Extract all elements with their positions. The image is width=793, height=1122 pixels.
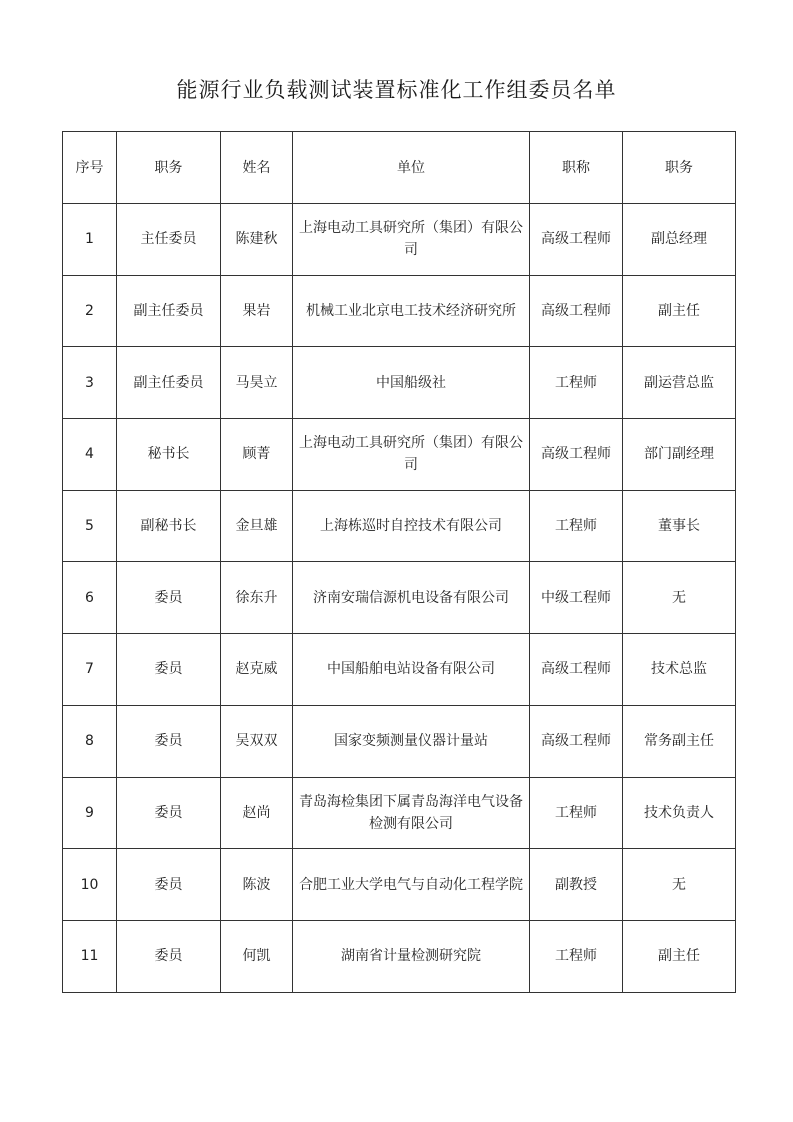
cell-position: 副运营总监 <box>623 347 736 419</box>
cell-position: 董事长 <box>623 490 736 562</box>
cell-no: 10 <box>63 849 117 921</box>
table-row <box>63 705 736 777</box>
cell-unit: 机械工业北京电工技术经济研究所 <box>293 275 530 347</box>
table-row <box>63 419 736 491</box>
cell-rank: 中级工程师 <box>530 562 623 634</box>
cell-unit: 湖南省计量检测研究院 <box>293 920 530 992</box>
cell-unit: 济南安瑞信源机电设备有限公司 <box>293 562 530 634</box>
cell-name: 徐东升 <box>221 562 293 634</box>
cell-position: 部门副经理 <box>623 419 736 491</box>
cell-name: 陈建秋 <box>221 204 293 276</box>
cell-position: 无 <box>623 849 736 921</box>
cell-role: 秘书长 <box>117 419 221 491</box>
cell-role: 委员 <box>117 562 221 634</box>
page-title: 能源行业负载测试装置标准化工作组委员名单 <box>176 78 617 102</box>
cell-no: 7 <box>63 634 117 706</box>
table-row <box>63 849 736 921</box>
table-row <box>63 920 736 992</box>
cell-position: 无 <box>623 562 736 634</box>
cell-name: 何凯 <box>221 920 293 992</box>
cell-rank: 工程师 <box>530 490 623 562</box>
cell-name: 果岩 <box>221 275 293 347</box>
cell-no: 8 <box>63 705 117 777</box>
header-cell-position: 职务 <box>623 132 736 204</box>
table-row <box>63 204 736 276</box>
cell-no: 11 <box>63 920 117 992</box>
table-header-row <box>63 132 736 204</box>
table-row <box>63 562 736 634</box>
cell-rank: 高级工程师 <box>530 419 623 491</box>
cell-role: 委员 <box>117 705 221 777</box>
cell-role: 委员 <box>117 777 221 849</box>
cell-role: 主任委员 <box>117 204 221 276</box>
cell-rank: 高级工程师 <box>530 275 623 347</box>
cell-role: 委员 <box>117 849 221 921</box>
table-row <box>63 275 736 347</box>
cell-unit: 青岛海检集团下属青岛海洋电气设备检测有限公司 <box>293 777 530 849</box>
header-cell-rank: 职称 <box>530 132 623 204</box>
cell-position: 常务副主任 <box>623 705 736 777</box>
cell-rank: 工程师 <box>530 347 623 419</box>
cell-position: 技术总监 <box>623 634 736 706</box>
cell-position: 副主任 <box>623 920 736 992</box>
cell-no: 3 <box>63 347 117 419</box>
header-cell-name: 姓名 <box>221 132 293 204</box>
cell-rank: 高级工程师 <box>530 634 623 706</box>
cell-no: 5 <box>63 490 117 562</box>
cell-name: 赵尚 <box>221 777 293 849</box>
cell-unit: 中国船舶电站设备有限公司 <box>293 634 530 706</box>
cell-role: 副主任委员 <box>117 347 221 419</box>
cell-unit: 上海电动工具研究所（集团）有限公司 <box>293 204 530 276</box>
cell-rank: 工程师 <box>530 777 623 849</box>
cell-role: 副主任委员 <box>117 275 221 347</box>
table-row <box>63 347 736 419</box>
cell-unit: 国家变频测量仪器计量站 <box>293 705 530 777</box>
cell-role: 委员 <box>117 920 221 992</box>
cell-unit: 中国船级社 <box>293 347 530 419</box>
cell-unit: 上海电动工具研究所（集团）有限公司 <box>293 419 530 491</box>
cell-unit: 合肥工业大学电气与自动化工程学院 <box>293 849 530 921</box>
cell-name: 马昊立 <box>221 347 293 419</box>
cell-name: 吴双双 <box>221 705 293 777</box>
cell-role: 委员 <box>117 634 221 706</box>
cell-position: 副总经理 <box>623 204 736 276</box>
cell-no: 2 <box>63 275 117 347</box>
table-row <box>63 490 736 562</box>
cell-name: 陈波 <box>221 849 293 921</box>
cell-position: 技术负责人 <box>623 777 736 849</box>
table-row <box>63 634 736 706</box>
cell-rank: 高级工程师 <box>530 204 623 276</box>
cell-no: 1 <box>63 204 117 276</box>
cell-name: 金旦雄 <box>221 490 293 562</box>
header-cell-no: 序号 <box>63 132 117 204</box>
cell-role: 副秘书长 <box>117 490 221 562</box>
cell-unit: 上海栋巡时自控技术有限公司 <box>293 490 530 562</box>
cell-rank: 高级工程师 <box>530 705 623 777</box>
cell-no: 9 <box>63 777 117 849</box>
cell-no: 6 <box>63 562 117 634</box>
cell-no: 4 <box>63 419 117 491</box>
member-table <box>62 131 736 993</box>
cell-rank: 工程师 <box>530 920 623 992</box>
table-row <box>63 777 736 849</box>
cell-name: 赵克威 <box>221 634 293 706</box>
cell-rank: 副教授 <box>530 849 623 921</box>
cell-position: 副主任 <box>623 275 736 347</box>
cell-name: 顾菁 <box>221 419 293 491</box>
header-cell-unit: 单位 <box>293 132 530 204</box>
header-cell-role: 职务 <box>117 132 221 204</box>
